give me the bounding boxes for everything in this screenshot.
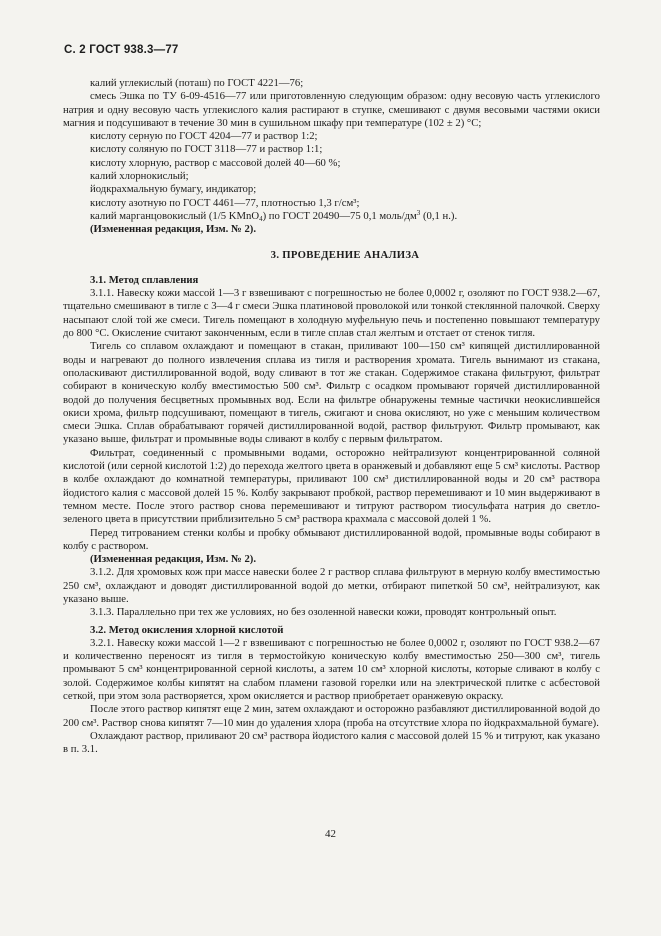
paragraph-3-2-1: 3.2.1. Навеску кожи массой 1—2 г взвешивают с погрешностью не более 0,0002 г, озоляют по ГОСТ 938.2—67 и количественно переносят из тигля в термостойкую коническую колбу вместимостью 250—300 см³, тигель промывают 5 см³ концентрированной серной кислоты, а затем 10 см³ хлорной кислоты, которые сливают в колбу с золой. Содержимое колбы кипятят на слабом пламени газовой горелки или на электрической плитке с асбестовой сеткой, при этом зола растворяется, хром окисляется и раствор приобретает оранжевую окраску. xyxy=(63,636,600,703)
reagent-item-kmno4: калий марганцовокислый (1/5 KMnO$_4$) по ГОСТ 20490—75 0,1 моль/$дм^3$ (0,1 н.). xyxy=(90,208,458,223)
reagent-item: кислоту соляную по ГОСТ 3118—77 и раствор 1:1; xyxy=(90,143,323,156)
page-header: С. 2 ГОСТ 938.3—77 xyxy=(64,44,179,56)
paragraph-3-1-1: 3.1.1. Навеску кожи массой 1—3 г взвешивают с погрешностью не более 0,0002 г, озоляют по ГОСТ 938.2—67, тщательно смешивают в тигле с 3—4 г смеси Эшка платиновой проволокой или тонкой стеклянной палочкой. Сверху насыпают слой той же смеси. Тигель помещают в холодную муфельную печь и постепенно повышают температуру до 800 °С. Окисление считают законченным, если в тигле сплав стал желтым и отстает от стенок тигля. xyxy=(63,287,600,340)
paragraph: После этого раствор кипятят еще 2 мин, затем охлаждают и осторожно разбавляют дистиллированной водой до 200 см³. Раствор снова кипятят 7—10 мин до удаления хлора (проба на отсутствие хлора по йодкрахмальной бумаге). xyxy=(63,703,600,729)
section-title: 3. ПРОВЕДЕНИЕ АНАЛИЗА xyxy=(270,248,420,261)
paragraph-3-1-3: 3.1.3. Параллельно при тех же условиях, но без озоленной навески кожи, проводят контрольный опыт. xyxy=(90,606,557,619)
edit-note: (Измененная редакция, Изм. № 2). xyxy=(90,553,257,566)
subsection-title-3-1: 3.1. Метод сплавления xyxy=(90,273,199,286)
reagent-item: калий углекислый (поташ) по ГОСТ 4221—76; xyxy=(90,77,304,89)
paragraph: Фильтрат, соединенный с промывными водами, осторожно нейтрализуют концентрированной соляной кислотой (или серной кислотой 1:2) до перехода желтого цвета в оранжевый и добавляют еще 5 см³ кислоты. Раствор в колбе охлаждают до комнатной температуры, приливают 100 см³ дистиллированной воды и 20 см³ раствора йодистого калия с массовой долей 15 %. Колбу закрывают пробкой, раствор перемешивают и 10 мин выдерживают в темном месте. После этого раствор снова перемешивают и титруют раствором тиосульфата натрия до светло-зеленого цвета в присутствии приблизительно 5 см³ раствора крахмала с массовой долей 1 %. xyxy=(63,446,600,526)
reagent-item: кислоту серную по ГОСТ 4204—77 и раствор 1:2; xyxy=(90,130,318,143)
paragraph: Охлаждают раствор, приливают 20 см³ раствора йодистого калия с массовой долей 15 % и титруют, как указано в п. 3.1. xyxy=(63,729,600,756)
reagent-item: кислоту азотную по ГОСТ 4461—77, плотностью 1,3 г/см³; xyxy=(90,196,360,209)
paragraph-3-1-2: 3.1.2. Для хромовых кож при массе навески более 2 г раствор сплава фильтруют в мерную колбу вместимостью 250 см³, охлаждают и доводят дистиллированной водой до метки, отбирают пипеткой 50 см³, нейтрализуют, как указано выше. xyxy=(63,566,600,605)
subsection-title-3-2: 3.2. Метод окисления хлорной кислотой xyxy=(90,623,284,636)
edit-note: (Измененная редакция, Изм. № 2). xyxy=(90,223,257,236)
reagent-item: смесь Эшка по ТУ 6-09-4516—77 или приготовленную следующим образом: одну весовую часть углекислого натрия и одну весовую часть углекислого калия растирают в ступке, смешивают с двумя весовыми частями окиси магния и подсушивают в течение 30 мин в сушильном шкафу при температуре (102 ± 2) °С; xyxy=(63,90,600,129)
reagent-item: калий хлорнокислый; xyxy=(90,170,189,183)
document-body xyxy=(63,77,600,757)
paragraph: Тигель со сплавом охлаждают и помещают в стакан, приливают 100—150 см³ кипящей дистиллированной воды и нагревают до полного извлечения сплава из тигля и растворения хромата. Тигель вынимают из стакана, ополаскивают дистиллированной водой, воду сливают в тот же стакан. Содержимое стакана фильтруют, фильтрат собирают в коническую колбу вместимостью 500 см³. Фильтр с осадком промывают горячей дистиллированной водой до получения бесцветных промывных вод. Если на фильтре обнаружены темные частички неокислившейся окиси хрома, фильтр подсушивают, помещают в тигель, сжигают и снова окисляют, но уже с меньшим количеством смеси Эшка. Сплав обрабатывают горячей дистиллированной водой, раствор фильтруют. Фильтр промывают, как указано выше, фильтрат и промывные воды сливают в колбу с первым фильтратом. xyxy=(63,340,600,446)
page-number: 42 xyxy=(325,828,336,840)
reagent-item: кислоту хлорную, раствор с массовой долей 40—60 %; xyxy=(90,156,341,169)
paragraph: Перед титрованием стенки колбы и пробку обмывают дистиллированной водой, промывные воды собирают в колбу с раствором. xyxy=(63,526,600,552)
reagent-item: йодкрахмальную бумагу, индикатор; xyxy=(90,183,257,196)
